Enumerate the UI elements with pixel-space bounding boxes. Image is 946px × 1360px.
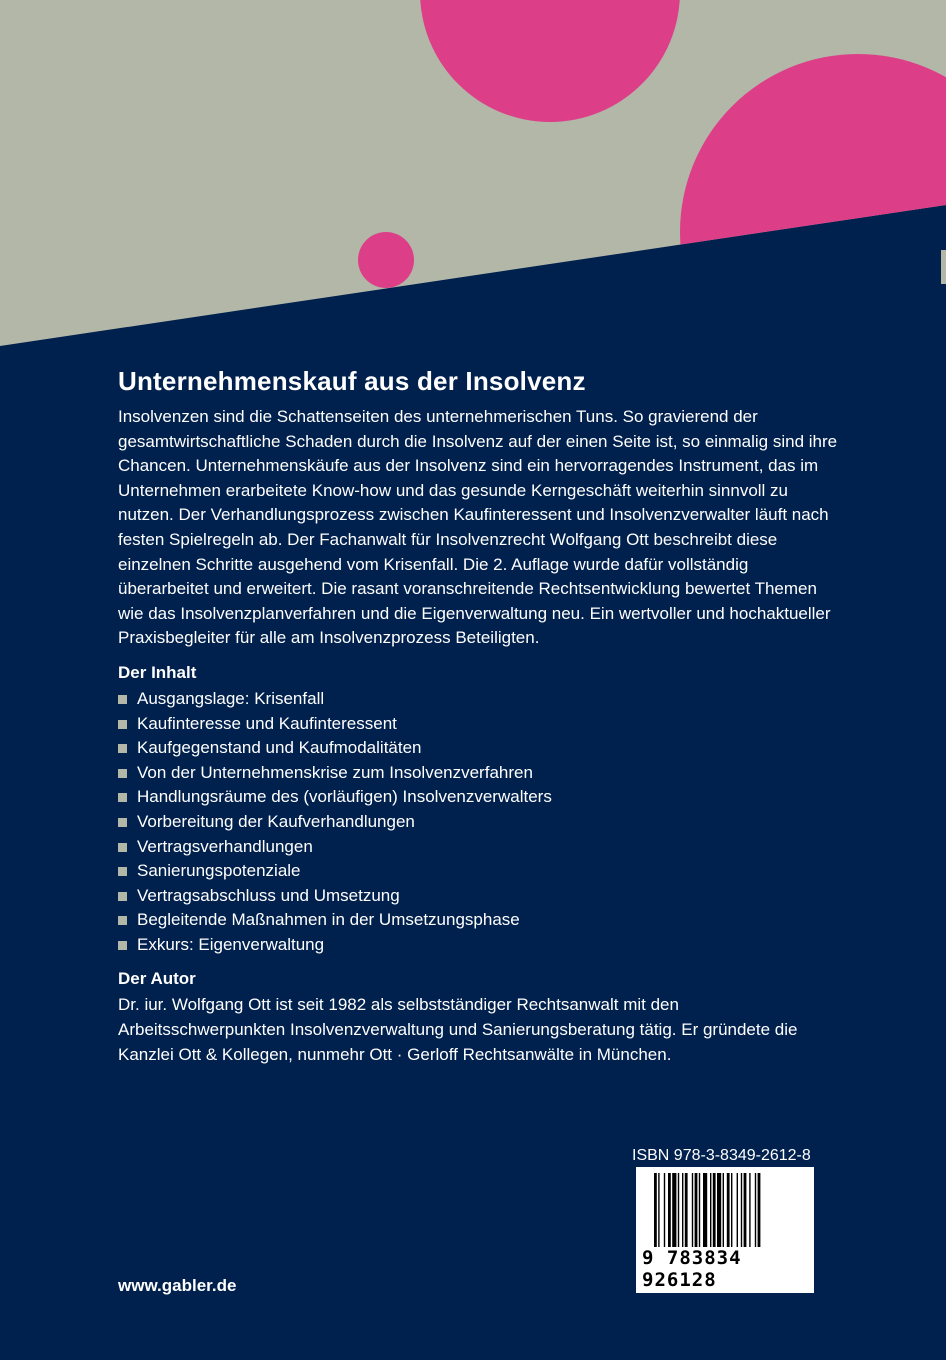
- list-item: Von der Unternehmenskrise zum Insolvenzverfahren: [118, 761, 838, 786]
- contents-list: [118, 687, 838, 958]
- barcode-number: 9 783834 926128: [642, 1247, 814, 1291]
- list-item: Exkurs: Eigenverwaltung: [118, 933, 838, 958]
- back-cover-text: [118, 366, 838, 1067]
- author-bio: Dr. iur. Wolfgang Ott ist seit 1982 als selbstständiger Rechtsanwalt mit den Arbeitsschwerpunkten Insolvenzverwaltung und Sanierungsberatung tätig. Er gründete die Kanzlei Ott & Kollegen, nunmehr Ott · Gerloff Rechtsanwälte in München.: [118, 995, 798, 1064]
- book-title: Unternehmenskauf aus der Insolvenz: [118, 366, 586, 396]
- publisher-website: www.gabler.de: [118, 1276, 237, 1295]
- list-item: Begleitende Maßnahmen in der Umsetzungsphase: [118, 908, 838, 933]
- book-description: Insolvenzen sind die Schattenseiten des unternehmerischen Tuns. So gravierend der gesamtwirtschaftliche Schaden durch die Insolvenz auf der einen Seite ist, so einmalig sind ihre Chancen. Unternehmenskäufe aus der Insolvenz sind ein hervorragendes Instrument, das im Unternehmen erarbeitete Know-how und das gesunde Kerngeschäft weiterhin sinnvoll zu nutzen. Der Verhandlungsprozess zwischen Kaufinteressent und Insolvenzverwalter läuft nach festen Spielregeln ab. Der Fachanwalt für Insolvenzrecht Wolfgang Ott beschreibt diese einzelnen Schritte ausgehend vom Krisenfall. Die 2. Auflage wurde dafür vollständig überarbeitet und erweitert. Die rasant voranschreitende Rechtsentwicklung bewertet Themen wie das Insolvenzplanverfahren und die Eigenverwaltung neu. Ein wertvoller und hochaktueller Praxisbegleiter für alle am Insolvenzprozess Beteiligten.: [118, 407, 838, 648]
- contents-heading: Der Inhalt: [118, 662, 197, 682]
- edge-mark: [941, 250, 946, 284]
- list-item: Kaufinteresse und Kaufinteressent: [118, 712, 838, 737]
- list-item: Ausgangslage: Krisenfall: [118, 687, 838, 712]
- list-item: Kaufgegenstand und Kaufmodalitäten: [118, 736, 838, 761]
- list-item: Vertragsverhandlungen: [118, 835, 838, 860]
- barcode: [636, 1167, 814, 1293]
- list-item: Handlungsräume des (vorläufigen) Insolvenzverwalters: [118, 785, 838, 810]
- list-item: Vertragsabschluss und Umsetzung: [118, 884, 838, 909]
- isbn-label: ISBN 978-3-8349-2612-8: [632, 1147, 811, 1164]
- pink-circle-small: [358, 232, 414, 288]
- author-heading: Der Autor: [118, 969, 196, 989]
- list-item: Vorbereitung der Kaufverhandlungen: [118, 810, 838, 835]
- list-item: Sanierungspotenziale: [118, 859, 838, 884]
